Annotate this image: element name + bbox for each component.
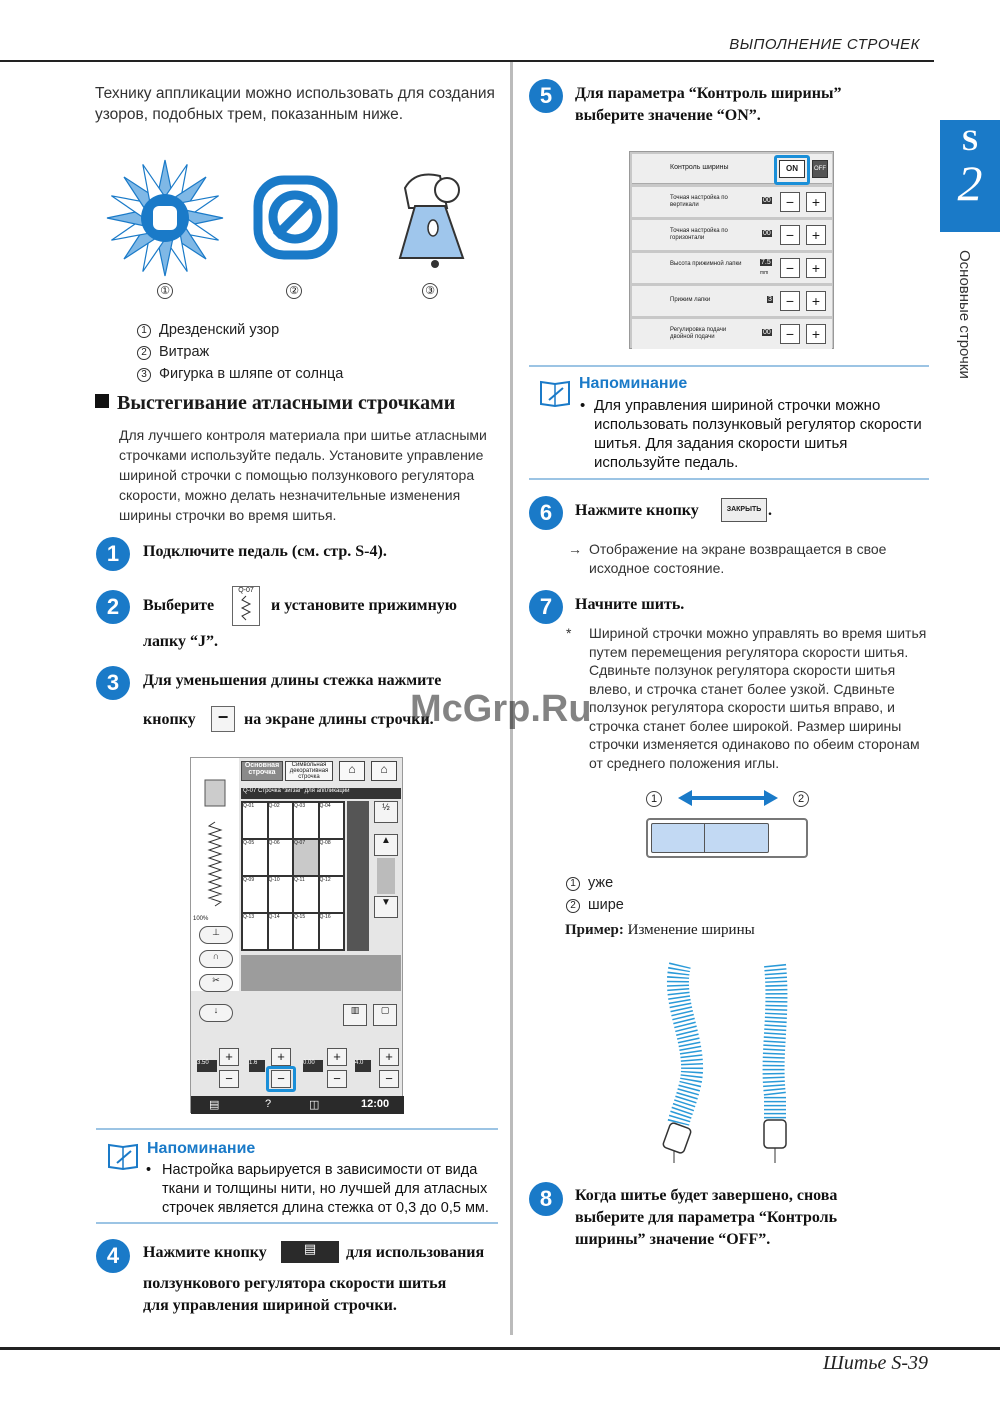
width-control-on-button[interactable]: ON bbox=[779, 160, 805, 178]
footer-rule bbox=[0, 1347, 1000, 1350]
lcd-bottom-bar bbox=[191, 1096, 404, 1114]
horizontal-fine-value: 00 bbox=[763, 230, 771, 237]
chapter-letter: S bbox=[961, 124, 979, 157]
stitch-key[interactable]: Q-15 bbox=[294, 914, 318, 949]
page-number: Шитье S-39 bbox=[823, 1352, 928, 1374]
close-key: ЗАКРЫТЬ bbox=[721, 498, 767, 522]
tension-plus-button[interactable]: + bbox=[327, 1048, 347, 1066]
pressure-minus-button[interactable]: − bbox=[379, 1070, 399, 1088]
image-icon[interactable]: ▢ bbox=[373, 1004, 397, 1026]
chapter-tab bbox=[940, 120, 1000, 232]
figure-label-3: ③ bbox=[422, 283, 438, 299]
slider-label-2: 2 bbox=[793, 791, 809, 807]
note-2-body: • Для управления шириной строчки можно использовать ползунковый регулятор скорости шитья. Для задания скорости шитья используйте педаль. bbox=[580, 397, 922, 471]
minus-button[interactable]: − bbox=[780, 225, 800, 245]
stitch-key[interactable]: Q-04 bbox=[320, 803, 344, 838]
step-number-2: 2 bbox=[96, 590, 130, 624]
length-plus-button[interactable]: + bbox=[271, 1048, 291, 1066]
width-value: 3.50 bbox=[197, 1060, 217, 1072]
slider-legend-item: 1 уже bbox=[566, 875, 613, 891]
plus-button[interactable]: + bbox=[806, 258, 826, 278]
step-3-text-b: кнопку bbox=[143, 711, 196, 728]
stitch-header-bar: Q-07 Строчка “зигзаг” для аппликаций bbox=[241, 788, 401, 799]
vertical-fine-value: 00 bbox=[763, 197, 771, 204]
step-4-text-a: Нажмите кнопку bbox=[143, 1244, 267, 1261]
running-header: ВЫПОЛНЕНИЕ СТРОЧЕК bbox=[729, 36, 920, 53]
settings-icon[interactable]: ▤ bbox=[209, 1099, 220, 1111]
stitch-tools-bar[interactable] bbox=[241, 955, 401, 991]
lcd-settings-screen bbox=[629, 151, 834, 349]
needle-icon[interactable]: ↓ bbox=[199, 1004, 233, 1022]
pressure-value: 4.0 bbox=[355, 1060, 371, 1072]
settings-row bbox=[632, 253, 832, 283]
step-number-6: 6 bbox=[529, 496, 563, 530]
settings-row-label: Прижим лапки bbox=[670, 297, 711, 303]
step-6-text-a: Нажмите кнопку bbox=[575, 502, 699, 519]
scrollbar[interactable] bbox=[377, 858, 395, 894]
stitch-key[interactable]: Q-05 bbox=[243, 840, 267, 875]
step-number-7: 7 bbox=[529, 590, 563, 624]
step-4-text-d: для управления шириной строчки. bbox=[143, 1297, 397, 1314]
figure-legend-item: 2 Витраж bbox=[137, 344, 209, 360]
length-minus-button[interactable]: − bbox=[271, 1070, 291, 1088]
slider-divider bbox=[704, 823, 705, 853]
sunbonnet-figure bbox=[395, 168, 467, 270]
presser-pressure-value: 3 bbox=[768, 296, 772, 303]
settings-row bbox=[632, 319, 832, 349]
note-rule-top bbox=[96, 1128, 498, 1130]
step-number-4: 4 bbox=[96, 1239, 130, 1273]
scissors-icon[interactable]: ✂ bbox=[199, 974, 233, 992]
width-minus-button[interactable]: − bbox=[219, 1070, 239, 1088]
settings-row-label: Контроль ширины bbox=[670, 164, 729, 171]
unit-label: mm bbox=[760, 270, 769, 276]
stitch-key[interactable]: Q-08 bbox=[320, 840, 344, 875]
plus-button[interactable]: + bbox=[806, 192, 826, 212]
step-8-text-b: выберите для параметра “Контроль bbox=[575, 1209, 838, 1226]
step-5-text-a: Для параметра “Контроль ширины” bbox=[575, 85, 842, 102]
memory-icon[interactable]: ▥ bbox=[343, 1004, 367, 1026]
stitch-key[interactable]: Q-06 bbox=[269, 840, 293, 875]
minus-button[interactable]: − bbox=[780, 291, 800, 311]
plus-button[interactable]: + bbox=[806, 291, 826, 311]
step-6-result: → Отображение на экране возвращается в свое исходное состояние. bbox=[568, 541, 887, 576]
step-5-text-b: выберите значение “ON”. bbox=[575, 107, 761, 124]
stitch-key[interactable]: Q-12 bbox=[320, 877, 344, 912]
figure-legend-item: 1 Дрезденский узор bbox=[137, 322, 279, 338]
dual-feed-value: 00 bbox=[763, 329, 771, 336]
settings-row-label: Точная настройка по вертикали bbox=[670, 195, 728, 208]
reverse-icon[interactable]: ∩ bbox=[199, 950, 233, 968]
note-rule-bottom bbox=[96, 1222, 498, 1224]
settings-row bbox=[632, 154, 832, 184]
plus-button[interactable]: + bbox=[806, 225, 826, 245]
scroll-down-icon[interactable]: ▼ bbox=[374, 896, 398, 918]
lcd-zoom: 100% bbox=[193, 916, 209, 922]
step-8-text-a: Когда шитье будет завершено, снова bbox=[575, 1187, 838, 1204]
watermark: McGrp.Ru bbox=[410, 688, 592, 730]
tab-basic-stitch[interactable]: Основная строчка bbox=[241, 761, 283, 781]
tab-decorative-stitch[interactable]: Символьная декоративная строчка bbox=[285, 761, 333, 781]
intro-text: Технику аппликации можно использовать для создания узоров, подобных трем, показанным ниже. bbox=[95, 85, 495, 123]
needle-position-icon[interactable]: ⊥ bbox=[199, 926, 233, 944]
clock: 12:00 bbox=[361, 1098, 390, 1110]
memo-icon bbox=[539, 378, 571, 408]
half-page-icon[interactable]: ½ bbox=[374, 801, 398, 823]
minus-key-icon: − bbox=[211, 706, 235, 732]
lcd-stitch-screen bbox=[190, 757, 403, 1113]
speed-slider-track bbox=[646, 818, 808, 858]
settings-row bbox=[632, 187, 832, 217]
section-heading: Выстегивание атласными строчками bbox=[95, 392, 455, 415]
stitch-key[interactable]: Q-11 bbox=[294, 877, 318, 912]
stitch-category-column[interactable] bbox=[347, 801, 369, 951]
step-7-note: * Шириной строчки можно управлять во время шитья путем перемещения регулятора скорости шитья. Сдвиньте ползунок регулятора скорости шитья влево, и строчка станет более узкой. Сдвиньте ползунок регулятора скорости шитья вправо, и строчка станет более широкой. Размер ширины строчки изменяется одинаково по обеим сторонам от среднего положения иглы. bbox=[566, 625, 927, 771]
slider-legend-item: 2 шире bbox=[566, 897, 624, 913]
length-value: 1.6 bbox=[249, 1060, 265, 1072]
stitch-key[interactable]: Q-02 bbox=[269, 803, 293, 838]
step-2-text-a: Выберите bbox=[143, 597, 215, 614]
stitch-grid bbox=[241, 801, 345, 951]
step-4-text-c: ползункового регулятора скорости шитья bbox=[143, 1275, 447, 1292]
help-icon[interactable]: ? bbox=[265, 1098, 272, 1110]
figure-label-1: ① bbox=[157, 283, 173, 299]
stitch-key[interactable]: Q-10 bbox=[269, 877, 293, 912]
step-number-8: 8 bbox=[529, 1182, 563, 1216]
speed-slider-knob[interactable] bbox=[651, 823, 769, 853]
tension-minus-button[interactable]: − bbox=[327, 1070, 347, 1088]
tension-value: 0.00 bbox=[303, 1060, 323, 1072]
lock-icon[interactable]: ⌂ bbox=[339, 761, 365, 781]
stitch-key[interactable]: Q-14 bbox=[269, 914, 293, 949]
stitch-key[interactable]: Q-09 bbox=[243, 877, 267, 912]
note-1-title: Напоминание bbox=[147, 1140, 256, 1157]
chapter-number: 2 bbox=[957, 155, 983, 211]
minus-button[interactable]: − bbox=[780, 192, 800, 212]
settings-row bbox=[632, 220, 832, 250]
stitch-q07-key: Q-07 bbox=[232, 586, 260, 626]
memo-icon bbox=[107, 1141, 139, 1171]
stitch-key[interactable]: Q-13 bbox=[243, 914, 267, 949]
dresden-plate-figure bbox=[105, 158, 225, 278]
note-1-body: • Настройка варьируется в зависимости от вида ткани и толщины нити, но лучшей для атласных строчек является длина стежка от 0,3 до 0,5 мм. bbox=[146, 1162, 489, 1216]
note-2-title: Напоминание bbox=[579, 375, 688, 392]
step-3-text-c: на экране длины строчки. bbox=[244, 711, 434, 728]
stitch-key[interactable]: Q-16 bbox=[320, 914, 344, 949]
plus-button[interactable]: + bbox=[806, 324, 826, 344]
width-change-illustration bbox=[650, 955, 820, 1165]
stitch-key[interactable]: Q-03 bbox=[294, 803, 318, 838]
minus-button[interactable]: − bbox=[780, 324, 800, 344]
slider-label-1: 1 bbox=[646, 791, 662, 807]
step-7-text: Начните шить. bbox=[575, 596, 685, 613]
step-3-text-a: Для уменьшения длины стежка нажмите bbox=[143, 672, 442, 689]
minus-button[interactable]: − bbox=[780, 258, 800, 278]
settings-row bbox=[632, 286, 832, 316]
presser-height-value: 7.5 bbox=[761, 259, 771, 266]
camera-icon[interactable]: ◫ bbox=[309, 1099, 320, 1111]
width-control-off-button[interactable]: OFF bbox=[812, 160, 828, 178]
step-2-text-c: лапку “J”. bbox=[143, 633, 218, 650]
header-rule bbox=[0, 60, 934, 62]
step-6-text-b: . bbox=[768, 502, 772, 519]
home-icon[interactable]: ⌂ bbox=[371, 761, 397, 781]
example-caption: Пример: Изменение ширины bbox=[565, 922, 755, 938]
stitch-key-selected[interactable]: Q-07 bbox=[294, 840, 318, 875]
step-1-text: Подключите педаль (см. стр. S-4). bbox=[143, 543, 387, 560]
step-2-text-b: и установите прижимную bbox=[271, 597, 458, 614]
scroll-up-icon[interactable]: ▲ bbox=[374, 834, 398, 856]
step-number-5: 5 bbox=[529, 79, 563, 113]
step-4-text-b: для использования bbox=[346, 1244, 485, 1261]
stitch-key[interactable]: Q-01 bbox=[243, 803, 267, 838]
settings-row-label: Высота прижимной лапки bbox=[670, 261, 742, 267]
figure-label-2: ② bbox=[286, 283, 302, 299]
step-8-text-c: ширины” значение “OFF”. bbox=[575, 1231, 771, 1248]
note-rule-top bbox=[529, 365, 929, 367]
stained-glass-figure bbox=[248, 170, 343, 265]
step-number-1: 1 bbox=[96, 537, 130, 571]
note-rule-bottom bbox=[529, 478, 929, 480]
width-plus-button[interactable]: + bbox=[219, 1048, 239, 1066]
chapter-title-vertical: Основные строчки bbox=[956, 250, 973, 379]
settings-row-label: Регулировка подачи двойной подачи bbox=[670, 327, 727, 340]
step-number-3: 3 bbox=[96, 666, 130, 700]
pressure-plus-button[interactable]: + bbox=[379, 1048, 399, 1066]
section-body: Для лучшего контроля материала при шитье атласными строчками используйте педаль. Установите управление шириной строчки с помощью ползункового регулятора скорости, можно делать незначительные изменения ширины строчки во время шитья. bbox=[119, 427, 487, 523]
settings-key-icon: ▤ bbox=[281, 1241, 339, 1263]
double-arrow-icon bbox=[678, 788, 778, 808]
settings-row-label: Точная настройка по горизонтали bbox=[670, 228, 728, 241]
figure-legend-item: 3 Фигурка в шляпе от солнца bbox=[137, 366, 343, 382]
